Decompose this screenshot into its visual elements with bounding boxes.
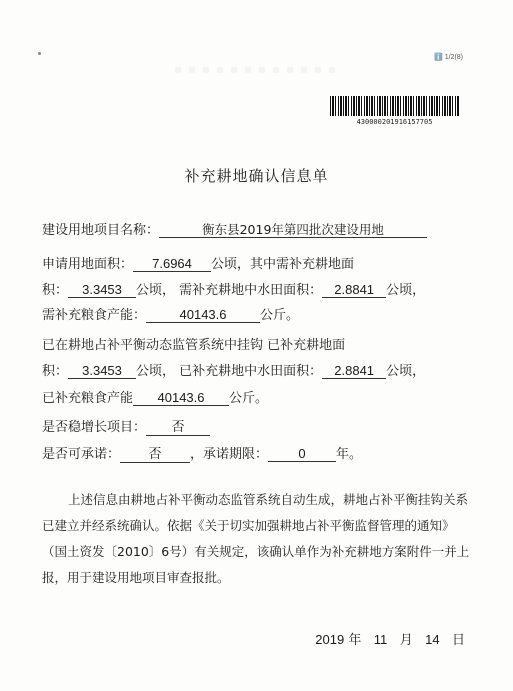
project-name-label: 建设用地项目名称：: [42, 223, 160, 238]
linked-grain-label: 已补充粮食产能: [42, 391, 134, 406]
document-date: [315, 629, 465, 648]
barcode: [330, 96, 459, 116]
applied-area-value: 7.6964: [133, 257, 211, 272]
linked-label: 已在耕地占补平衡动态监管系统中挂钩 已补充耕地面: [42, 338, 346, 353]
promise-label: 是否可承诺：: [42, 447, 121, 462]
applied-area-label: 申请用地面积：: [42, 257, 134, 272]
linked-paddy-unit: 公顷，: [386, 364, 426, 379]
promise-value: 否: [120, 448, 190, 463]
scan-dot: [38, 52, 41, 55]
need-grain-unit: 公斤。: [260, 308, 300, 323]
date-month-unit: 月: [399, 633, 413, 648]
body-paragraph: [42, 487, 472, 591]
linked-paddy-value: 2.8841: [322, 364, 386, 379]
need-area-prefix: 积：: [42, 283, 69, 298]
faint-scan-text: [175, 67, 335, 73]
applied-area-unit: 公顷，其中需补充耕地面: [211, 257, 355, 272]
stable-growth-value: 否: [146, 421, 210, 436]
promise-term-unit: 年。: [336, 447, 363, 462]
stable-growth-row: [42, 416, 210, 436]
promise-term-value: 0: [268, 447, 336, 462]
linked-area-prefix: 积：: [42, 364, 69, 379]
linked-label-row: [42, 334, 345, 353]
linked-area-value: 3.3453: [68, 364, 136, 379]
project-name-value: 衡东县2019年第四批次建设用地: [159, 223, 427, 238]
date-day-unit: 日: [451, 633, 465, 648]
stable-growth-label: 是否稳增长项目：: [42, 420, 147, 435]
applied-area-row: [42, 253, 354, 272]
linked-area-row: [42, 360, 425, 379]
linked-grain-row: [42, 387, 268, 406]
barcode-number: 430000201916157705: [356, 118, 433, 126]
need-paddy-unit: 公顷，: [386, 283, 426, 298]
date-year-unit: 年: [348, 633, 362, 648]
linked-area-mid: 公顷， 已补充耕地中水田面积：: [136, 364, 323, 379]
date-month: 11: [373, 632, 388, 647]
linked-grain-unit: 公斤。: [229, 391, 269, 406]
promise-row: [42, 443, 362, 463]
need-grain-label: 需补充粮食产能：: [42, 308, 147, 323]
document-title: 补充耕地确认信息单: [184, 167, 329, 185]
need-area-value: 3.3453: [68, 283, 136, 298]
page-number: ℹ️ 1/2(8): [434, 54, 463, 61]
promise-term-label: ，承诺期限：: [190, 447, 269, 462]
linked-grain-value: 40143.6: [133, 391, 229, 406]
date-year: 2019: [315, 632, 345, 647]
need-area-row: [42, 279, 425, 298]
need-grain-value: 40143.6: [146, 308, 260, 323]
need-paddy-value: 2.8841: [322, 283, 386, 298]
project-name-row: [42, 219, 427, 238]
need-area-mid: 公顷， 需补充耕地中水田面积：: [136, 283, 323, 298]
body-paragraph-text: 上述信息由耕地占补平衡动态监管系统自动生成，耕地占补平衡挂钩关系已建立并经系统确认。依据《关于切实加强耕地占补平衡监督管理的通知》（国土资发〔2010〕6号）有关规定，该确认单作为补充耕地方案附件一并上报，用于建设用地项目审查报批。: [42, 492, 470, 585]
date-day: 14: [425, 632, 440, 647]
need-grain-row: [42, 304, 299, 323]
